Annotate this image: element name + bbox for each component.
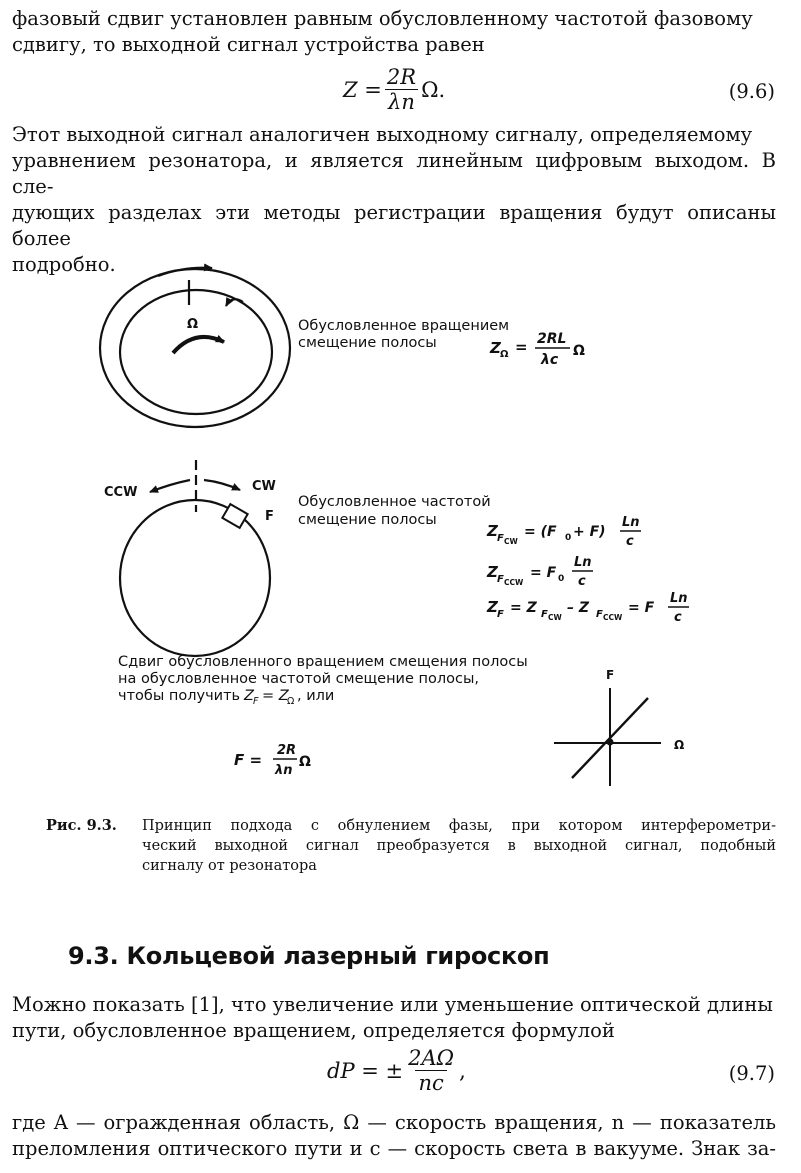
formula-sub: F [497,609,504,620]
equation-9-7 [0,1047,801,1105]
formula-lhs: Z [490,339,501,357]
equation-tail: , [459,1058,466,1083]
rotation-arrow [173,337,224,353]
formula-num: 2RL [537,331,567,347]
outer-ring [100,269,290,427]
formula-zf [486,591,689,625]
shift-formula [243,688,334,707]
text-line: пути, обусловленное вращением, определяется формулой [12,1019,615,1042]
text-line: Можно показать [1], что увеличение или уменьшение оптической длины [12,993,773,1016]
formula-eq: = F [530,565,557,581]
caption-line: сигналу от резонатора [142,858,317,874]
formula-lhs: Z [487,563,498,581]
paragraph-ring-laser [12,992,776,1044]
equation-fraction [384,66,419,113]
shifter-label: F [265,509,274,524]
formula-sub2: F [596,609,603,620]
formula-plus: + F) [573,524,606,540]
frequency-label-2: смещение полосы [298,512,437,528]
equation-lhs: Z = [343,77,382,102]
final-den: λn [275,763,293,778]
shift-zo-sub: Ω [287,696,295,707]
inner-ring [120,290,272,414]
formula-sub: F [497,574,504,585]
formula-eq: = (F [524,524,557,540]
formula-zfccw [486,555,593,589]
equation-tail: Ω. [421,77,446,102]
ccw-label: CCW [104,485,138,500]
shift-line-3: чтобы получить [118,688,241,704]
formula-eq2: = F [628,600,655,616]
formula-den: c [674,610,682,625]
figure-9-3 [0,250,801,810]
origin-dot [607,739,614,746]
formula-lhs: Z [487,522,498,540]
formula-sub1: F [541,609,548,620]
text-line: где A — огражденная область, Ω — скорость вращения, n — показатель [12,1111,776,1134]
rotation-formula [489,331,585,368]
equation-lhs: dP = ± [327,1058,404,1083]
ccw-arrow [150,480,190,492]
formula-den: λc [541,352,559,368]
final-formula [234,743,311,778]
formula-num: Ln [574,555,592,570]
caption-label: Рис. 9.3. [46,817,117,834]
caption-line: Принцип подхода с обнулением фазы, при котором интерферометри- [142,818,776,834]
formula-sub0: 0 [558,574,565,584]
lower-ring [120,500,270,656]
shift-tail: , или [297,688,335,704]
text-line: Этот выходной сигнал аналогичен выходному сигналу, определяемому [12,123,753,146]
rotation-label-2: смещение полосы [298,335,437,351]
fraction-denominator: nc [415,1070,446,1094]
shift-eq: = Z [262,688,289,704]
paragraph-intro [12,6,776,58]
cw-arrow [204,480,240,490]
final-tail: Ω [299,754,311,770]
fraction-denominator: λn [385,89,418,113]
cw-label: CW [252,479,276,494]
formula-zfcw [486,515,641,549]
fraction-numerator: 2AΩ [408,1046,455,1070]
text-line: сдвигу, то выходной сигнал устройства равен [12,33,485,56]
formula-subsub: CCW [504,578,524,587]
formula-num: Ln [622,515,640,530]
final-lhs: F = [234,751,263,769]
equation-9-6 [0,66,801,120]
formula-tail: Ω [573,343,585,359]
axis-f-label: F [606,668,615,682]
formula-den: c [578,574,586,589]
caption-line: ческий выходной сигнал преобразуется в выходной сигнал, подобный [142,838,776,854]
omega-symbol: Ω [187,317,199,332]
axis-omega-label: Ω [674,738,685,752]
formula-sub: F [497,533,504,544]
linear-plot [554,668,684,786]
fraction-numerator: 2R [386,65,417,89]
formula-eq: = Z [510,600,537,616]
formula-num: Ln [670,591,688,606]
equation-number: (9.6) [728,80,775,103]
text-line: уравнением резонатора, и является линейным цифровым выходом. В сле- [12,149,776,198]
shift-zf-sub: F [253,696,259,707]
equation-fraction [405,1047,457,1094]
shift-line-1: Сдвиг обусловленного вращением смещения полосы [118,654,528,670]
formula-subsub: CW [504,537,518,546]
formula-subsub2: CCW [603,613,623,622]
text-line: преломления оптического пути и c — скорость света в вакууме. Знак за- [12,1137,776,1160]
figure-caption [46,816,776,876]
shift-zf: Z [244,688,254,704]
formula-eq: = [515,338,528,356]
text-line: фазовый сдвиг установлен равным обусловленному частотой фазовому [12,7,753,30]
formula-lhs: Z [487,598,498,616]
text-line: дующих разделах эти методы регистрации вращения будут описаны более [12,201,776,250]
final-num: 2R [277,743,297,758]
formula-minus: – Z [567,600,590,616]
formula-sub: Ω [500,349,509,360]
shift-line-2: на обусловленное частотой смещение полосы, [118,671,480,687]
formula-den: c [626,534,634,549]
section-heading: 9.3. Кольцевой лазерный гироскоп [68,942,550,970]
text-line: подробно. [12,253,116,276]
rotation-label-1: Обусловленное вращением [298,318,510,334]
frequency-label-1: Обусловленное частотой [298,494,491,510]
equation-number: (9.7) [728,1062,775,1085]
formula-subsub1: CW [548,613,562,622]
formula-sub0: 0 [565,533,572,543]
paragraph-definitions [12,1110,776,1162]
